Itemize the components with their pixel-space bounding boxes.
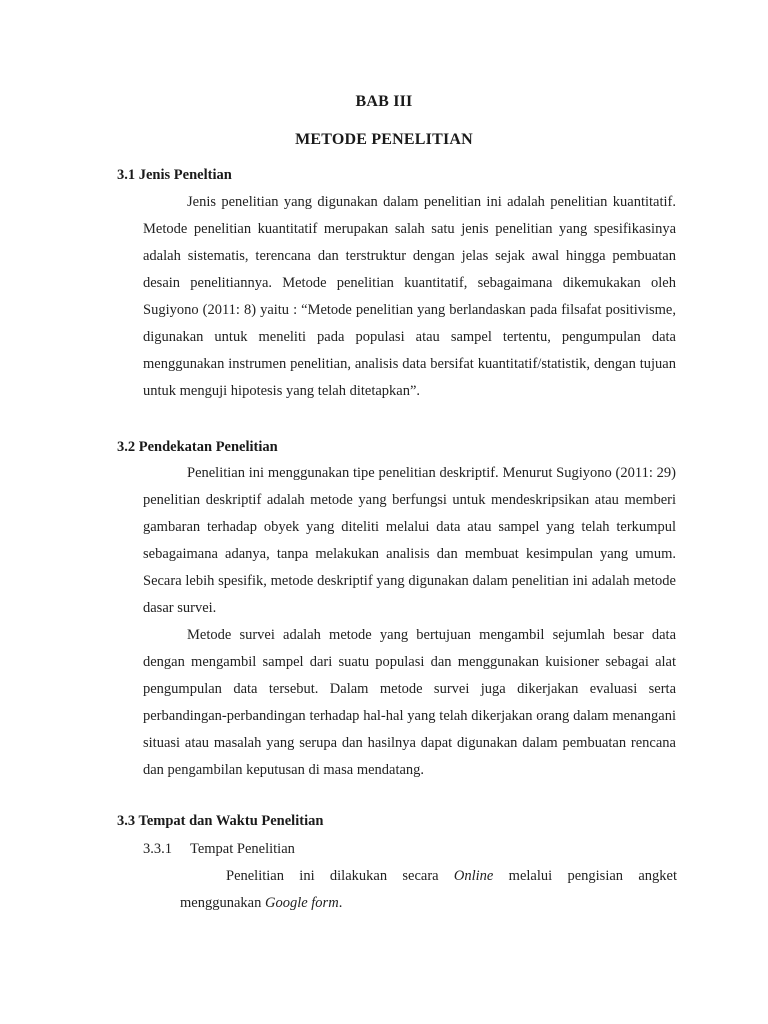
paragraph-3-1: Jenis penelitian yang digunakan dalam penelitian ini adalah penelitian kuantitatif. Metode penelitian kuantitatif merupakan salah satu jenis penelitian yang spesifikasinya adalah sistematis, terencana dan terstruktur dengan jelas sejak awal hingga pembuatan desain penelitiannya. Metode penelitian kuantitatif, sebagaimana dikemukakan oleh Sugiyono (2011: 8) yaitu : “Metode penelitian yang berlandaskan pada filsafat positivisme, digunakan untuk meneliti pada populasi atau sampel tertentu, pengumpulan data menggunakan instrumen penelitian, analisis data bersifat kuantitatif/statistik, dengan tujuan untuk menguji hipotesis yang telah ditetapkan”. (143, 194, 676, 399)
subsection-number: 3.3.1 (143, 841, 172, 857)
text-after-online: melalui pengisian angket menggunakan (180, 868, 677, 911)
text-end: . (338, 895, 343, 911)
chapter-number: BAB III (355, 93, 413, 110)
subsection-title: Tempat Penelitian (190, 841, 295, 857)
paragraph-3-2-b: Metode survei adalah metode yang bertujuan mengambil sejumlah besar data dengan mengambil sampel dari suatu populasi dan menggunakan kuisioner sebagai alat pengumpulan data tersebut. Dalam metode survei juga dikerjakan evaluasi serta perbandingan-perbandingan terhadap hal-hal yang telah dikerjakan orang dalam menangani situasi atau masalah yang serupa dan hasilnya dapat digunakan dalam pembuatan rencana dan pengambilan keputusan di masa mendatang. (143, 627, 676, 778)
google-form-term: Google form (264, 895, 339, 911)
subsection-heading-3-3-1 (143, 841, 295, 858)
paragraph-3-2-a: Penelitian ini menggunakan tipe penelitian deskriptif. Menurut Sugiyono (2011: 29) penelitian deskriptif adalah metode yang berfungsi untuk mendeskripsikan atau memberi gambaran terhadap obyek yang diteliti melalui data atau sampel yang telah terkumpul sebagaimana adanya, tanpa melakukan analisis dan membuat kesimpulan yang umum. Secara lebih spesifik, metode deskriptif yang digunakan dalam penelitian ini adalah metode dasar survei. (143, 465, 676, 616)
chapter-title: METODE PENELITIAN (295, 131, 473, 148)
section-heading-3-2: 3.2 Pendekatan Penelitian (117, 439, 278, 455)
online-term: Online (453, 868, 494, 884)
paragraph-3-3-1 (180, 863, 677, 917)
section-heading-3-1: 3.1 Jenis Peneltian (117, 167, 232, 183)
section-heading-3-3: 3.3 Tempat dan Waktu Penelitian (117, 813, 324, 829)
text-before-online: Penelitian ini dilakukan secara (226, 868, 454, 884)
